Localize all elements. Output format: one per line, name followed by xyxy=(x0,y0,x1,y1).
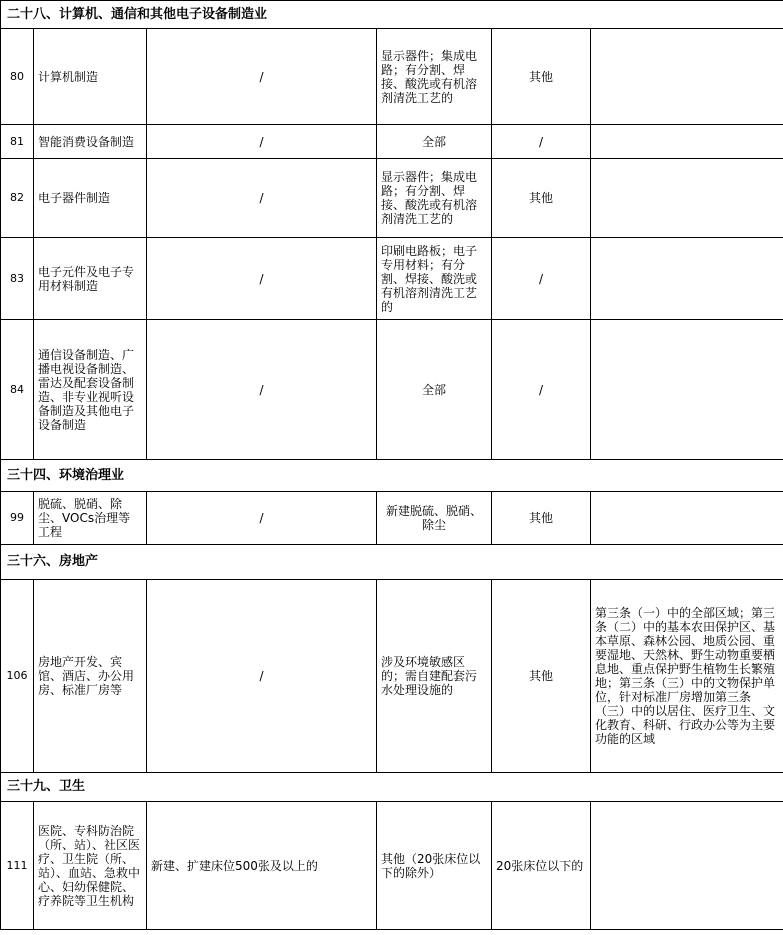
table-row xyxy=(1,802,783,930)
report-column: / xyxy=(147,580,377,773)
registration-column: 其他 xyxy=(492,492,591,545)
section-title: 三十六、房地产 xyxy=(1,545,783,580)
row-number: 81 xyxy=(1,125,34,159)
industry-name: 智能消费设备制造 xyxy=(34,125,147,159)
section-title: 三十九、卫生 xyxy=(1,773,783,802)
row-number: 106 xyxy=(1,580,34,773)
industry-name: 通信设备制造、广播电视设备制造、雷达及配套设备制造、非专业视听设备制造及其他电子设备制造 xyxy=(34,320,147,460)
row-number: 83 xyxy=(1,238,34,320)
report-form-column: 显示器件；集成电路；有分割、焊接、酸洗或有机溶剂清洗工艺的 xyxy=(377,29,492,125)
table-row xyxy=(1,125,783,159)
sensitive-area-column xyxy=(591,159,783,238)
report-form-column: 其他（20张床位以下的除外） xyxy=(377,802,492,930)
row-number: 84 xyxy=(1,320,34,460)
report-form-column: 新建脱硫、脱硝、除尘 xyxy=(377,492,492,545)
report-column: / xyxy=(147,125,377,159)
table-row xyxy=(1,580,783,773)
report-form-column: 涉及环境敏感区的；需自建配套污水处理设施的 xyxy=(377,580,492,773)
report-form-column: 全部 xyxy=(377,125,492,159)
industry-name: 房地产开发、宾馆、酒店、办公用房、标准厂房等 xyxy=(34,580,147,773)
row-number: 80 xyxy=(1,29,34,125)
sensitive-area-column xyxy=(591,238,783,320)
table-row xyxy=(1,492,783,545)
report-form-column: 显示器件；集成电路；有分割、焊接、酸洗或有机溶剂清洗工艺的 xyxy=(377,159,492,238)
report-form-column: 全部 xyxy=(377,320,492,460)
registration-column: / xyxy=(492,320,591,460)
table-row xyxy=(1,159,783,238)
sensitive-area-column xyxy=(591,320,783,460)
industry-name: 计算机制造 xyxy=(34,29,147,125)
row-number: 82 xyxy=(1,159,34,238)
table-row xyxy=(1,320,783,460)
sensitive-area-column xyxy=(591,29,783,125)
report-column: 新建、扩建床位500张及以上的 xyxy=(147,802,377,930)
report-column: / xyxy=(147,320,377,460)
section-title: 二十八、计算机、通信和其他电子设备制造业 xyxy=(1,1,783,29)
section-header-row xyxy=(1,1,783,29)
table-row xyxy=(1,29,783,125)
section-header-row xyxy=(1,545,783,580)
report-column: / xyxy=(147,159,377,238)
industry-name: 电子元件及电子专用材料制造 xyxy=(34,238,147,320)
report-column: / xyxy=(147,29,377,125)
registration-column: / xyxy=(492,125,591,159)
industry-name: 脱硫、脱硝、除尘、VOCs治理等工程 xyxy=(34,492,147,545)
sensitive-area-column: 第三条（一）中的全部区域；第三条（二）中的基本农田保护区、基本草原、森林公园、地质公园、重要湿地、天然林、野生动物重要栖息地、重点保护野生植物生长繁殖地；第三条（三）中的文物保护单位，针对标准厂房增加第三条（三）中的以居住、医疗卫生、文化教育、科研、行政办公等为主要功能的区域 xyxy=(591,580,783,773)
row-number: 111 xyxy=(1,802,34,930)
section-title: 三十四、环境治理业 xyxy=(1,460,783,492)
row-number: 99 xyxy=(1,492,34,545)
section-header-row xyxy=(1,460,783,492)
industry-name: 电子器件制造 xyxy=(34,159,147,238)
section-header-row xyxy=(1,773,783,802)
report-form-column: 印刷电路板；电子专用材料；有分割、焊接、酸洗或有机溶剂清洗工艺的 xyxy=(377,238,492,320)
table-row xyxy=(1,238,783,320)
report-column: / xyxy=(147,492,377,545)
registration-column: 其他 xyxy=(492,159,591,238)
registration-column: / xyxy=(492,238,591,320)
registration-column: 其他 xyxy=(492,29,591,125)
sensitive-area-column xyxy=(591,492,783,545)
industry-name: 医院、专科防治院（所、站）、社区医疗、卫生院（所、站）、血站、急救中心、妇幼保健院、疗养院等卫生机构 xyxy=(34,802,147,930)
sensitive-area-column xyxy=(591,802,783,930)
registration-column: 其他 xyxy=(492,580,591,773)
sensitive-area-column xyxy=(591,125,783,159)
registration-column: 20张床位以下的 xyxy=(492,802,591,930)
report-column: / xyxy=(147,238,377,320)
